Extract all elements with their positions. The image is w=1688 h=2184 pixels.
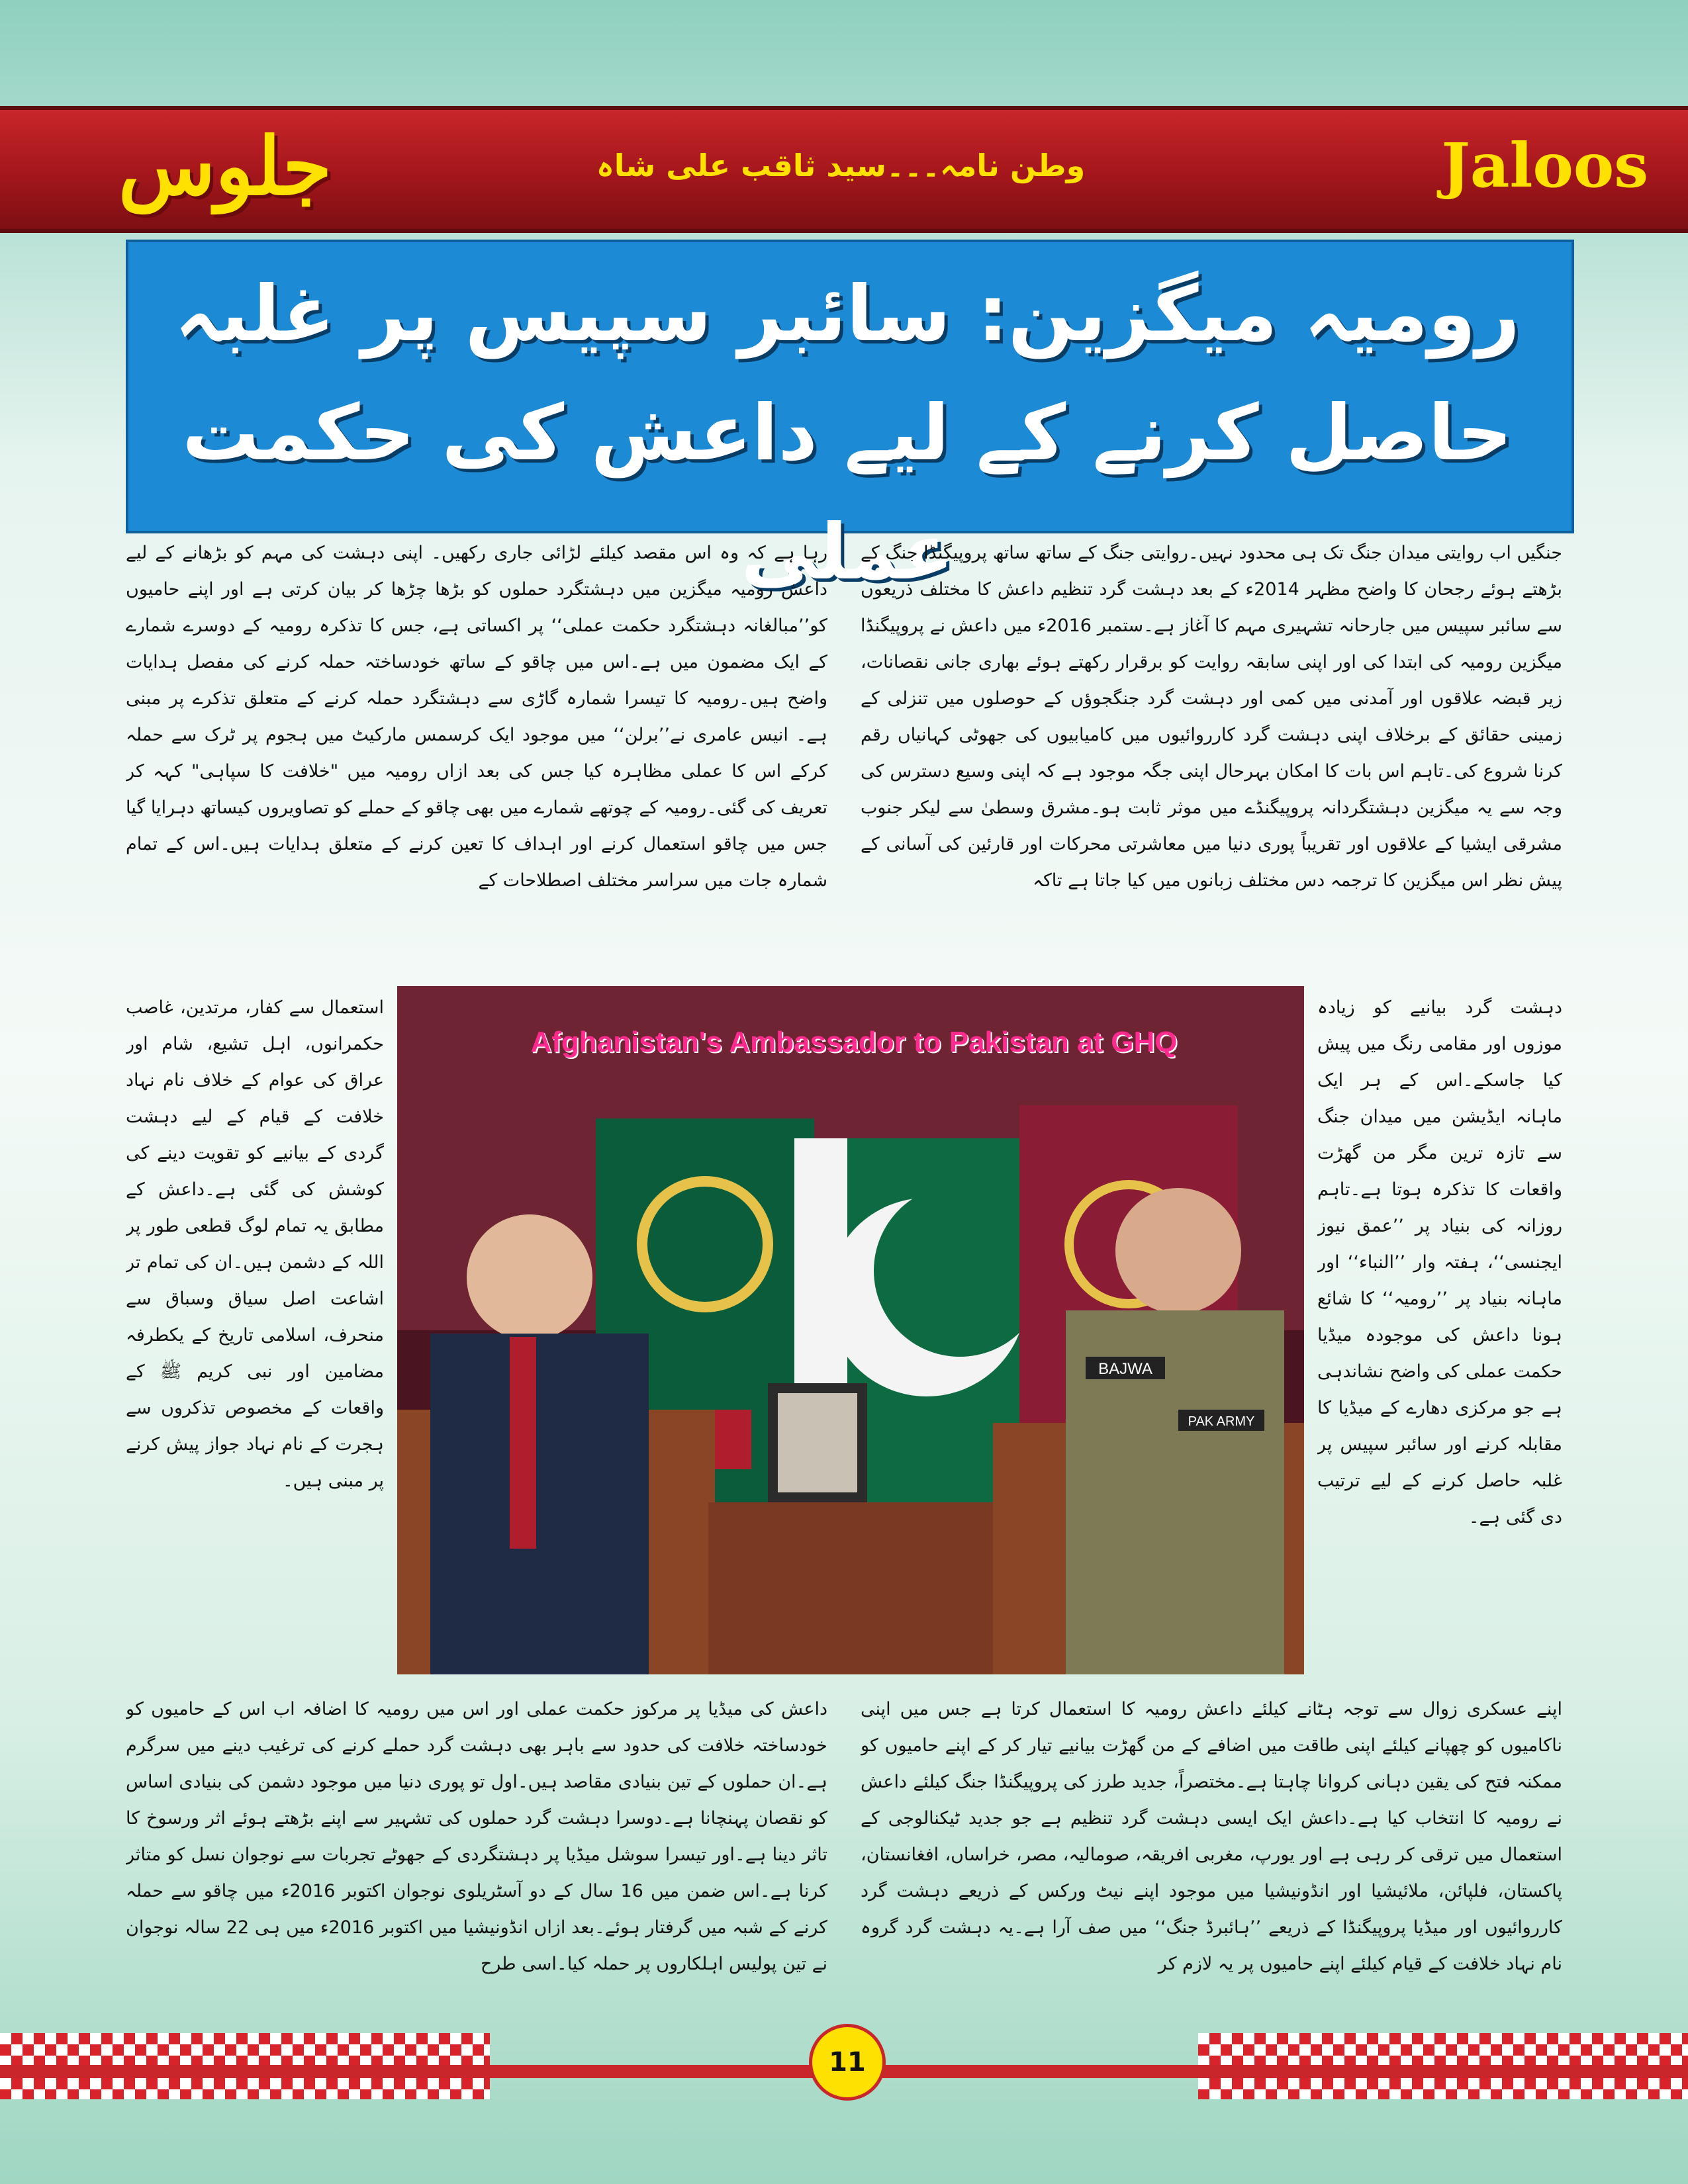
ambassador-head [467, 1214, 592, 1340]
army-tape-text: PAK ARMY [1188, 1414, 1255, 1429]
afghan-desk-flag [715, 1410, 751, 1469]
general-head [1115, 1188, 1241, 1314]
logo-english: Jaloos [1441, 130, 1648, 201]
portrait-image [778, 1393, 857, 1492]
column-left-top: رہا ہے کہ وہ اس مقصد کیلئے لڑائی جاری رکھیں۔ اپنی دہشت کی مہم کو بڑھانے کے لیے داعش رومیہ میگزین میں دہشتگرد حملوں کو بڑھا چڑھا کر بیان کرتی ہے اور اپنے حامیوں کو’’مبالغانہ دہشتگرد حکمت عملی‘‘ پر اکساتی ہے، جس کا تذکرہ رومیہ کے دوسرے شمارے کے ایک مضمون میں ہے۔اس میں چاقو کے ساتھ خودساختہ حملہ کرنے کی مفصل ہدایات واضح ہیں۔رومیہ کا تیسرا شمارہ گاڑی سے دہشتگرد حملہ کرنے کے متعلق تذکرے پر مبنی ہے۔ انیس عامری نے’’برلن‘‘ میں موجود ایک کرسمس مارکیٹ میں ہجوم پر ٹرک سے حملہ کرکے اس کا عملی مظاہرہ کیا جس کی بعد ازاں رومیہ میں "خلافت کا سپاہی" کہہ کر تعریف کی گئی۔رومیہ کے چوتھے شمارے میں بھی چاقو کے حملے کو تصاویروں کیساتھ دہرایا گیا جس میں چاقو استعمال کرنے اور اہداف کا تعین کرنے کے متعلق ہدایات ہیں۔اس کے تمام شمارہ جات میں سراسر مختلف اصطلاحات کے [126, 543, 827, 891]
pakistan-desk-flag [880, 1410, 917, 1469]
photo-illustration [397, 986, 1304, 1674]
column-left-side: استعمال سے کفار، مرتدین، غاصب حکمرانوں، اہل تشیع، شام اور عراق کی عوام کے خلاف نام نہاد خلافت کے قیام کے لیے دہشت گردی کے بیانیے کو تقویت دینے کی کوشش کی گئی ہے۔داعش کے مطابق یہ تمام لوگ قطعی طور پر اللہ کے دشمن ہیں۔ان کی تمام تر اشاعت اصل سیاق وسباق سے منحرف، اسلامی تاریخ کے یکطرفہ مضامین اور نبی کریم ﷺ کے واقعات کے مخصوص تذکروں سے ہجرت کے نام نہاد جواز پیش کرنے پر مبنی ہیں۔ [126, 997, 384, 1491]
ambassador-suit [430, 1334, 649, 1674]
column-right-bottom: اپنے عسکری زوال سے توجہ ہٹانے کیلئے داعش رومیہ کا استعمال کرتا ہے جس میں اپنی ناکامیوں کو چھپانے کیلئے اپنی طاقت میں اضافے کے من گھڑت بیانیے تیار کر کے اپنے حامیوں کو ممکنہ فتح کی یقین دہانی کروانا چاہتا ہے۔مختصراً، جدید طرز کی پروپیگنڈا جنگ کیلئے داعش نے رومیہ کا انتخاب کیا ہے۔داعش ایک ایسی دہشت گرد تنظیم ہے جو جدید ٹیکنالوجی کے استعمال میں ترقی کر رہی ہے اور یورپ، مغربی افریقہ، صومالیہ، مصر، خراساں، افغانستان، پاکستان، فلپائن، ملائیشیا اور انڈونیشیا میں موجود اپنے نیٹ ورکس کے ذریعے دہشت گرد کارروائیوں اور میڈیا پروپیگنڈا کے ذریعے ’’ہائبرڈ جنگ‘‘ میں صف آرا ہے۔یہ دہشت گرد گروہ نام نہاد خلافت کے قیام کیلئے اپنے حامیوں پر یہ لازم کر [861, 1699, 1562, 1974]
column-left-bottom: داعش کی میڈیا پر مرکوز حکمت عملی اور اس میں رومیہ کا اضافہ اب اس کے حامیوں کو خودساختہ خلافت کی حدود سے باہر بھی دہشت گرد حملے کرنے کی ترغیب دینے میں سرگرم ہے۔ان حملوں کے تین بنیادی مقاصد ہیں۔اول تو پوری دنیا میں موجود دشمن کی بنیادی اساس کو نقصان پہنچانا ہے۔دوسرا دہشت گرد حملوں کی تشہیر سے اپنے بڑھتے ہوئے اثر ورسوخ کا تاثر دینا ہے۔اور تیسرا سوشل میڈیا پر دہشتگردی کے جھوٹے تجربات سے نوجوان نسل کو متاثر کرنا ہے۔اس ضمن میں 16 سال کے دو آسٹریلوی نوجوان اکتوبر 2016ء میں چاقو سے حملہ کرنے کے شبہ میں گرفتار ہوئے۔بعد ازاں انڈونیشیا میں اکتوبر 2016ء میں ہی 22 سالہ نوجوان نے تین پولیس اہلکاروں پر حملہ کیا۔اسی طرح [126, 1699, 827, 1974]
photo-caption: Afghanistan's Ambassador to Pakistan at GHQ [530, 1026, 1178, 1058]
article-photo [397, 986, 1304, 1674]
article-headline: رومیہ میگزین: سائبر سپیس پر غلبہ حاصل کرنے کے لیے داعش کی حکمت عملی [174, 269, 1521, 597]
section-kicker: وطن نامہ۔۔۔سید ثاقب علی شاہ [596, 148, 1086, 183]
logo-urdu: جلوس [118, 120, 332, 213]
page-number: 11 [809, 2024, 886, 2101]
column-right-top: جنگیں اب روایتی میدان جنگ تک ہی محدود نہیں۔روایتی جنگ کے ساتھ ساتھ پروپیگنڈا جنگ کے بڑھتے ہوئے رجحان کا واضح مظہر 2014ء کے بعد دہشت گرد تنظیم داعش کا مختلف ذریعوں سے سائبر سپیس میں جارحانہ تشہیری مہم کا آغاز ہے۔ستمبر 2016ء میں داعش نے پروپیگنڈا میگزین رومیہ کی ابتدا کی اور اپنی سابقہ روایت کو برقرار رکھتے ہوئے بھاری جانی نقصانات، زیر قبضہ علاقوں اور آمدنی میں کمی اور دہشت گرد جنگجوؤں کے حوصلوں میں تنزلی کے زمینی حقائق کے برخلاف اپنی دہشت گرد کارروائیوں میں کامیابیوں کی جھوٹی کہانیاں رقم کرنا شروع کی۔تاہم اس بات کا امکان بہرحال اپنی جگہ موجود ہے کہ اپنی وسیع دسترس کی وجہ سے یہ میگزین دہشتگردانہ پروپیگنڈے میں موثر ثابت ہو۔مشرق وسطیٰ سے لیکر جنوب مشرقی ایشیا کے علاقوں اور تقریباً پوری دنیا میں معاشرتی محرکات اور قارئین کی آسانی کے پیش نظر اس میگزین کا ترجمہ دس مختلف زبانوں میں کیا جاتا ہے تاکہ [861, 543, 1562, 891]
ambassador-tie [510, 1337, 536, 1549]
name-tag-text: BAJWA [1098, 1360, 1152, 1378]
side-table [708, 1502, 993, 1674]
column-right-side: دہشت گرد بیانیے کو زیادہ موزوں اور مقامی رنگ میں پیش کیا جاسکے۔اس کے ہر ایک ماہانہ ایڈیشن میں میدان جنگ سے تازہ ترین مگر من گھڑت واقعات کا تذکرہ ہوتا ہے۔تاہم روزانہ کی بنیاد پر ’’عمق نیوز ایجنسی‘‘، ہفتہ وار ’’النباء‘‘ اور ماہانہ بنیاد پر ’’رومیہ‘‘ کا شائع ہونا داعش کی موجودہ میڈیا حکمت عملی کی واضح نشاندہی ہے جو مرکزی دھارے کے میڈیا کا مقابلہ کرنے اور سائبر سپیس پر غلبہ حاصل کرنے کے لیے ترتیب دی گئی ہے۔ [1317, 997, 1562, 1527]
